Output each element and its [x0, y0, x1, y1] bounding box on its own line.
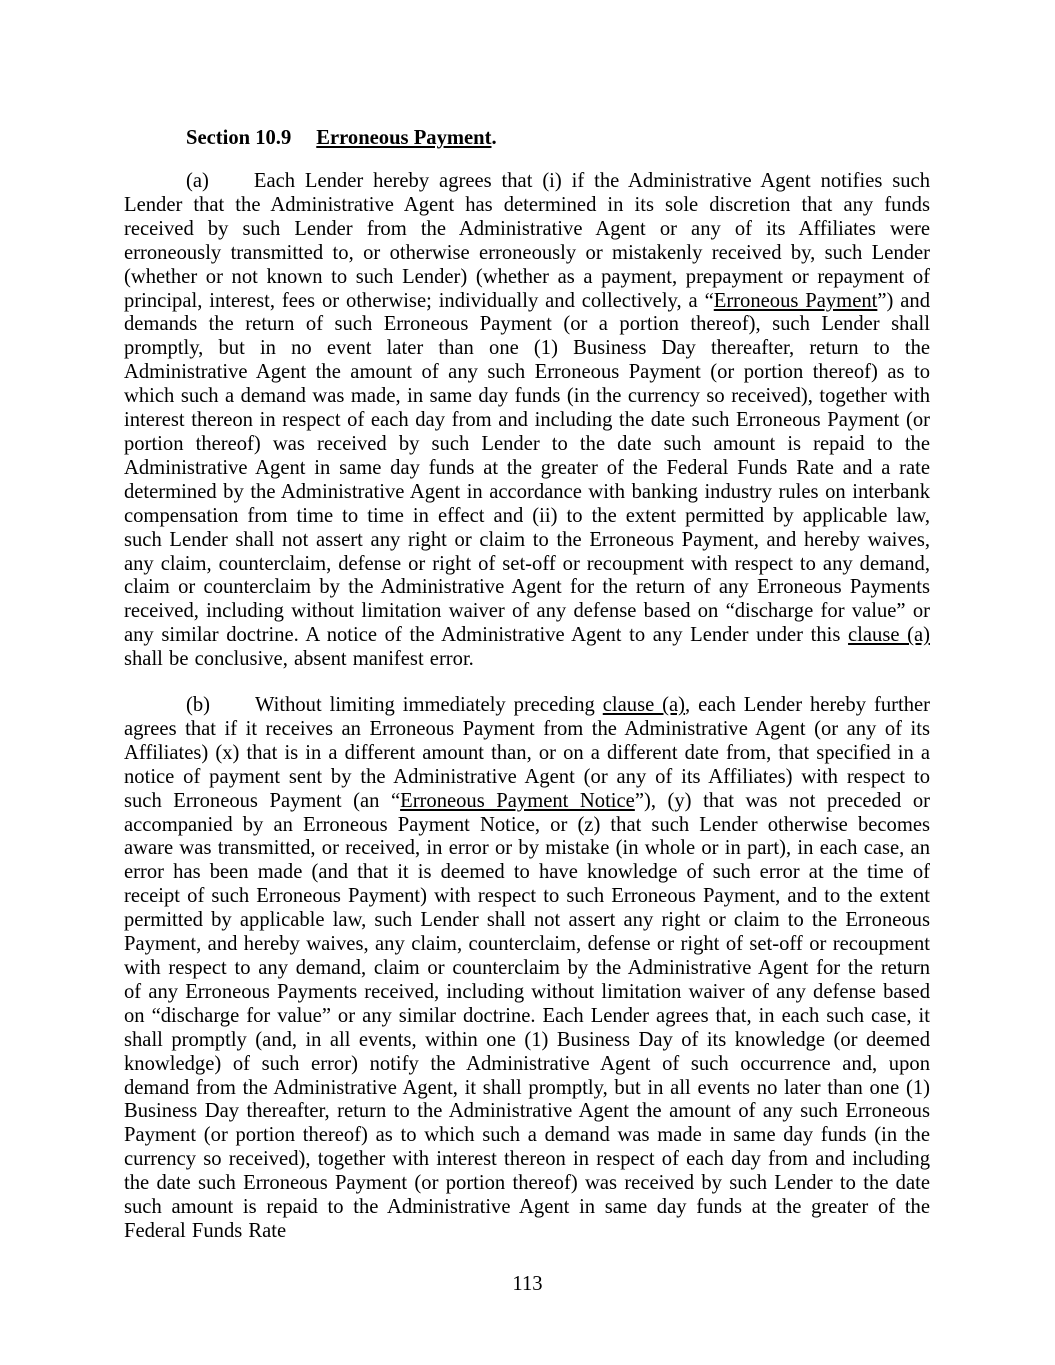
defined-term: Erroneous Payment Notice [400, 789, 635, 812]
section-number: Section 10.9 [186, 127, 292, 149]
text-run: (b) [186, 694, 211, 717]
defined-term: Erroneous Payment [713, 289, 878, 312]
paragraph-a [124, 170, 930, 672]
defined-term: clause (a) [602, 694, 686, 717]
page-footer [0, 1272, 1055, 1296]
text-run: Without limiting immediately preceding [255, 694, 603, 717]
page-number: 113 [512, 1273, 543, 1295]
section-title: Erroneous Payment [316, 127, 492, 149]
section-heading [124, 126, 930, 150]
text-run: , each Lender hereby further agrees that if it receives an Erroneous Payment from the Administrative Agent (or any of its Affiliates) (x) that is in a different amount than, or on a different date from, that specified in a notice of payment sent by the Administrative Agent (or any of its Affiliates) with respect to such Erroneous Payment (an “ [124, 694, 930, 812]
paragraph-b [124, 694, 930, 1244]
text-run: shall be conclusive, absent manifest error. [124, 648, 474, 671]
defined-term: clause (a) [848, 624, 930, 647]
text-run: ”) and demands the return of such Erroneous Payment (or a portion thereof), such Lender shall promptly, but in no event later than one (1) Business Day thereafter, return to the Administrative Agent the amount of any such Erroneous Payment (or portion thereof) as to which such a demand was made, in same day funds (in the currency so received), together with interest thereon in respect of each day from and including the date such Erroneous Payment (or portion thereof) was received by such Lender to the date such amount is repaid to the Administrative Agent in same day funds at the greater of the Federal Funds Rate and a rate determined by the Administrative Agent in accordance with banking industry rules on interbank compensation from time to time in effect and (ii) to the extent permitted by applicable law, such Lender shall not assert any right or claim to the Erroneous Payment, and hereby waives, any claim, counterclaim, defense or right of set-off or recoupment with respect to any demand, claim or counterclaim by the Administrative Agent for the return of any Erroneous Payments received, including without limitation waiver of any defense based on “discharge for value” or any similar doctrine. A notice of the Administrative Agent to any Lender under this [124, 289, 930, 647]
paragraphs-container [124, 170, 930, 1244]
text-run: Each Lender hereby agrees that (i) if the Administrative Agent notifies such Lender that the Administrative Agent has determined in its sole discretion that any funds received by such Lender from the Administrative Agent or any of its Affiliates were erroneously transmitted to, or otherwise erroneously or mistakenly received by, such Lender (whether or not known to such Lender) (whether as a payment, prepayment or repayment of principal, interest, fees or otherwise; individually and collectively, a “ [124, 170, 930, 312]
section-title-period: . [491, 127, 497, 149]
text-run: ”), (y) that was not preceded or accompanied by an Erroneous Payment Notice, or (z) that such Lender otherwise becomes aware was transmitted, or received, in error or by mistake (in whole or in part), in each case, an error has been made (and that it is deemed to have knowledge of such error at the time of receipt of such Erroneous Payment) with respect to such Erroneous Payment, and to the extent permitted by applicable law, such Lender shall not assert any right or claim to the Erroneous Payment, and hereby waives, any claim, counterclaim, defense or right of set-off or recoupment with respect to any demand, claim or counterclaim by the Administrative Agent for the return of any Erroneous Payments received, including without limitation waiver of any defense based on “discharge for value” or any similar doctrine. Each Lender agrees that, in each such case, it shall promptly (and, in all events, within one (1) Business Day of its knowledge (or deemed knowledge) of such error) notify the Administrative Agent of such occurrence and, upon demand from the Administrative Agent, it shall promptly, but in all events no later than one (1) Business Day thereafter, return to the Administrative Agent the amount of any such Erroneous Payment (or portion thereof) as to which such a demand was made in same day funds (in the currency so received), together with interest thereon in respect of each day from and including the date such Erroneous Payment (or portion thereof) was received by such Lender to the date such amount is repaid to the Administrative Agent in same day funds at the greater of the Federal Funds Rate [124, 789, 930, 1242]
text-run: (a) [186, 170, 209, 192]
